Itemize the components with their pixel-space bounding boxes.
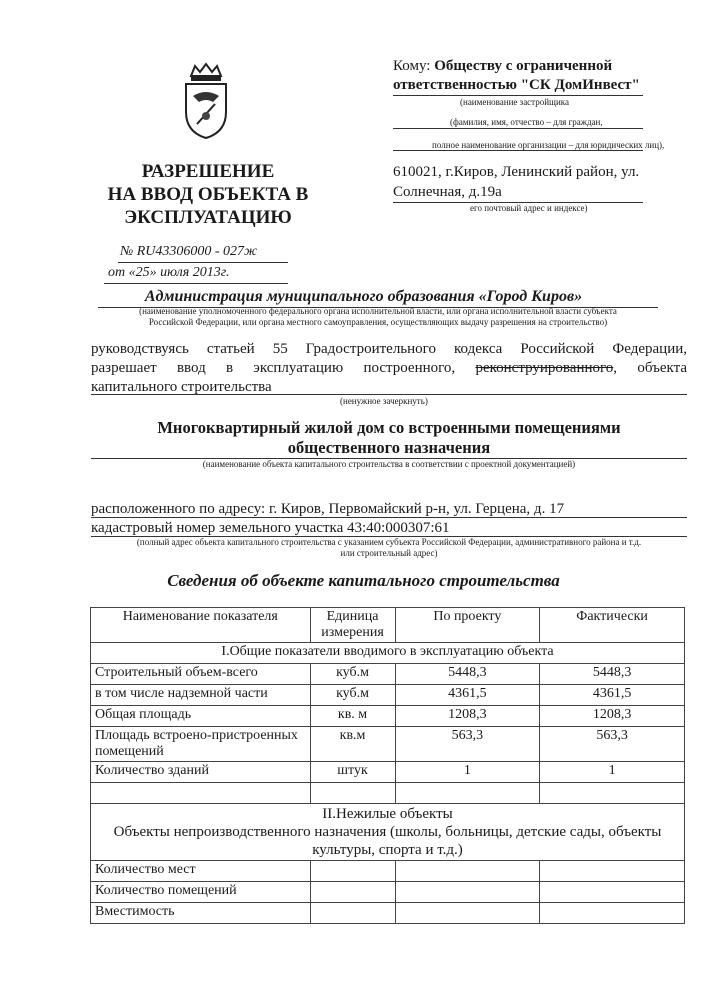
- recipient-address-line2: Солнечная, д.19а: [393, 184, 502, 200]
- section2-subtitle: Объекты непроизводственного назначения (школы, больницы, детские сады, объекты культуры, спорта и т.д.): [113, 824, 662, 858]
- issuer-hint-line1: (наименование уполномоченного федерального органа исполнительной власти, или органа исполнительной власти субъекта: [139, 306, 617, 316]
- table-row: [91, 903, 685, 924]
- title-line1: РАЗРЕШЕНИЕ: [141, 161, 275, 182]
- recipient-name-line2: ответственностью "СК ДомИнвест": [393, 77, 640, 93]
- cell-project: [395, 903, 540, 924]
- cell-actual: 4361,5: [540, 685, 685, 706]
- cell-project: 1208,3: [395, 706, 540, 727]
- object-line1: Многоквартирный жилой дом со встроенными помещениями: [157, 418, 621, 437]
- permit-number: № RU43306000 - 027ж: [120, 244, 258, 259]
- cell-actual: 5448,3: [540, 664, 685, 685]
- header-cell: Фактически: [540, 608, 685, 643]
- cell-indicator: Количество мест: [91, 861, 311, 882]
- cell-unit: куб.м: [310, 685, 395, 706]
- recipient-address-line1: 610021, г.Киров, Ленинский район, ул.: [393, 164, 640, 180]
- section1-title: I.Общие показатели вводимого в эксплуатацию объекта: [91, 643, 685, 664]
- permit-date: от «25» июля 2013г.: [108, 265, 230, 280]
- cell-actual: 563,3: [540, 727, 685, 762]
- recipient-address: [393, 162, 639, 202]
- issuer-hint-line2: Российской Федерации, или органа местного самоуправления, осуществляющих выдачу разрешения на строительство): [148, 317, 608, 327]
- cell-unit: [310, 861, 395, 882]
- section2-block: [91, 804, 685, 861]
- cell-indicator: в том числе надземной части: [91, 685, 311, 706]
- cell-unit: штук: [310, 762, 395, 783]
- section2-title: II.Нежилые объекты: [322, 806, 453, 822]
- empty-row: [91, 783, 685, 804]
- section-row: [91, 804, 685, 861]
- body-text: [91, 340, 687, 397]
- cell-indicator: Количество зданий: [91, 762, 311, 783]
- cell-unit: [310, 882, 395, 903]
- cell-indicator: Общая площадь: [91, 706, 311, 727]
- cell-actual: 1: [540, 762, 685, 783]
- issuer-hint: [98, 306, 658, 328]
- location-hint-line1: (полный адрес объекта капитального строительства с указанием субъекта Российской Федерации, административного района и т.д.: [136, 537, 642, 547]
- cell-project: 563,3: [395, 727, 540, 762]
- cell-project: 4361,5: [395, 685, 540, 706]
- cell-project: 1: [395, 762, 540, 783]
- location-cadastral: кадастровый номер земельного участка 43:40:000307:61: [91, 520, 450, 536]
- section-title: Сведения об объекте капитального строительства: [167, 571, 560, 590]
- cell-unit: кв.м: [310, 727, 395, 762]
- recipient-name-line1: Обществу с ограниченной: [434, 58, 613, 74]
- recipient-hint-3: полное наименование организации – для юридических лиц),: [432, 140, 665, 150]
- coat-of-arms-icon: [183, 62, 229, 140]
- recipient-hint-2: (фамилия, имя, отчество – для граждан,: [450, 117, 603, 127]
- cell-indicator: Строительный объем-всего: [91, 664, 311, 685]
- body-line2-strike: реконструированного: [475, 360, 614, 376]
- header-cell: Наименование показателя: [91, 608, 311, 643]
- cell-unit: кв. м: [310, 706, 395, 727]
- recipient-block: [393, 57, 640, 95]
- body-line2-a: разрешает ввод в эксплуатацию построенного,: [91, 360, 456, 376]
- cell-unit: [310, 903, 395, 924]
- body-hint: (ненужное зачеркнуть): [340, 396, 428, 406]
- cell-indicator: Количество помещений: [91, 882, 311, 903]
- location-hint: [91, 537, 687, 559]
- object-line2: общественного назначения: [287, 438, 491, 457]
- header-cell: Единица измерения: [310, 608, 395, 643]
- cell-project: [395, 882, 540, 903]
- body-line2-b: , объекта: [613, 360, 687, 376]
- location-hint-line2: или строительный адрес): [340, 548, 438, 558]
- cell-indicator: Вместимость: [91, 903, 311, 924]
- cell-project: [395, 861, 540, 882]
- body-line1: руководствуясь статьей 55 Градостроительного кодекса Российской Федерации,: [91, 341, 687, 357]
- title-line3: ЭКСПЛУАТАЦИЮ: [124, 207, 292, 228]
- table-row: [91, 664, 685, 685]
- location-address: расположенного по адресу: г. Киров, Первомайский р-н, ул. Герцена, д. 17: [91, 501, 565, 517]
- object-name: [91, 418, 687, 458]
- table-header-row: [91, 608, 685, 643]
- cell-actual: [540, 861, 685, 882]
- table-row: [91, 727, 685, 762]
- table-row: [91, 861, 685, 882]
- cell-actual: [540, 882, 685, 903]
- cell-unit: куб.м: [310, 664, 395, 685]
- cell-project: 5448,3: [395, 664, 540, 685]
- recipient-hint-1: (наименование застройщика: [460, 97, 570, 107]
- table-row: [91, 762, 685, 783]
- object-hint: (наименование объекта капитального строительства в соответствии с проектной документацией): [202, 459, 576, 469]
- body-line3: капитального строительства: [91, 379, 272, 395]
- recipient-label: Кому:: [393, 58, 431, 74]
- table-row: [91, 706, 685, 727]
- cell-actual: 1208,3: [540, 706, 685, 727]
- table-row: [91, 882, 685, 903]
- document-title: [98, 160, 318, 229]
- title-line2: НА ВВОД ОБЪЕКТА В: [107, 184, 309, 205]
- cell-indicator: Площадь встроено-пристроенных помещений: [91, 727, 311, 762]
- cell-actual: [540, 903, 685, 924]
- location-block: [91, 500, 564, 538]
- section-row: [91, 643, 685, 664]
- object-info-table: [90, 607, 685, 924]
- issuer-name: Администрация муниципального образования «Город Киров»: [144, 288, 583, 305]
- table-row: [91, 685, 685, 706]
- header-cell: По проекту: [395, 608, 540, 643]
- recipient-hint-4: его почтовый адрес и индексе): [470, 203, 588, 213]
